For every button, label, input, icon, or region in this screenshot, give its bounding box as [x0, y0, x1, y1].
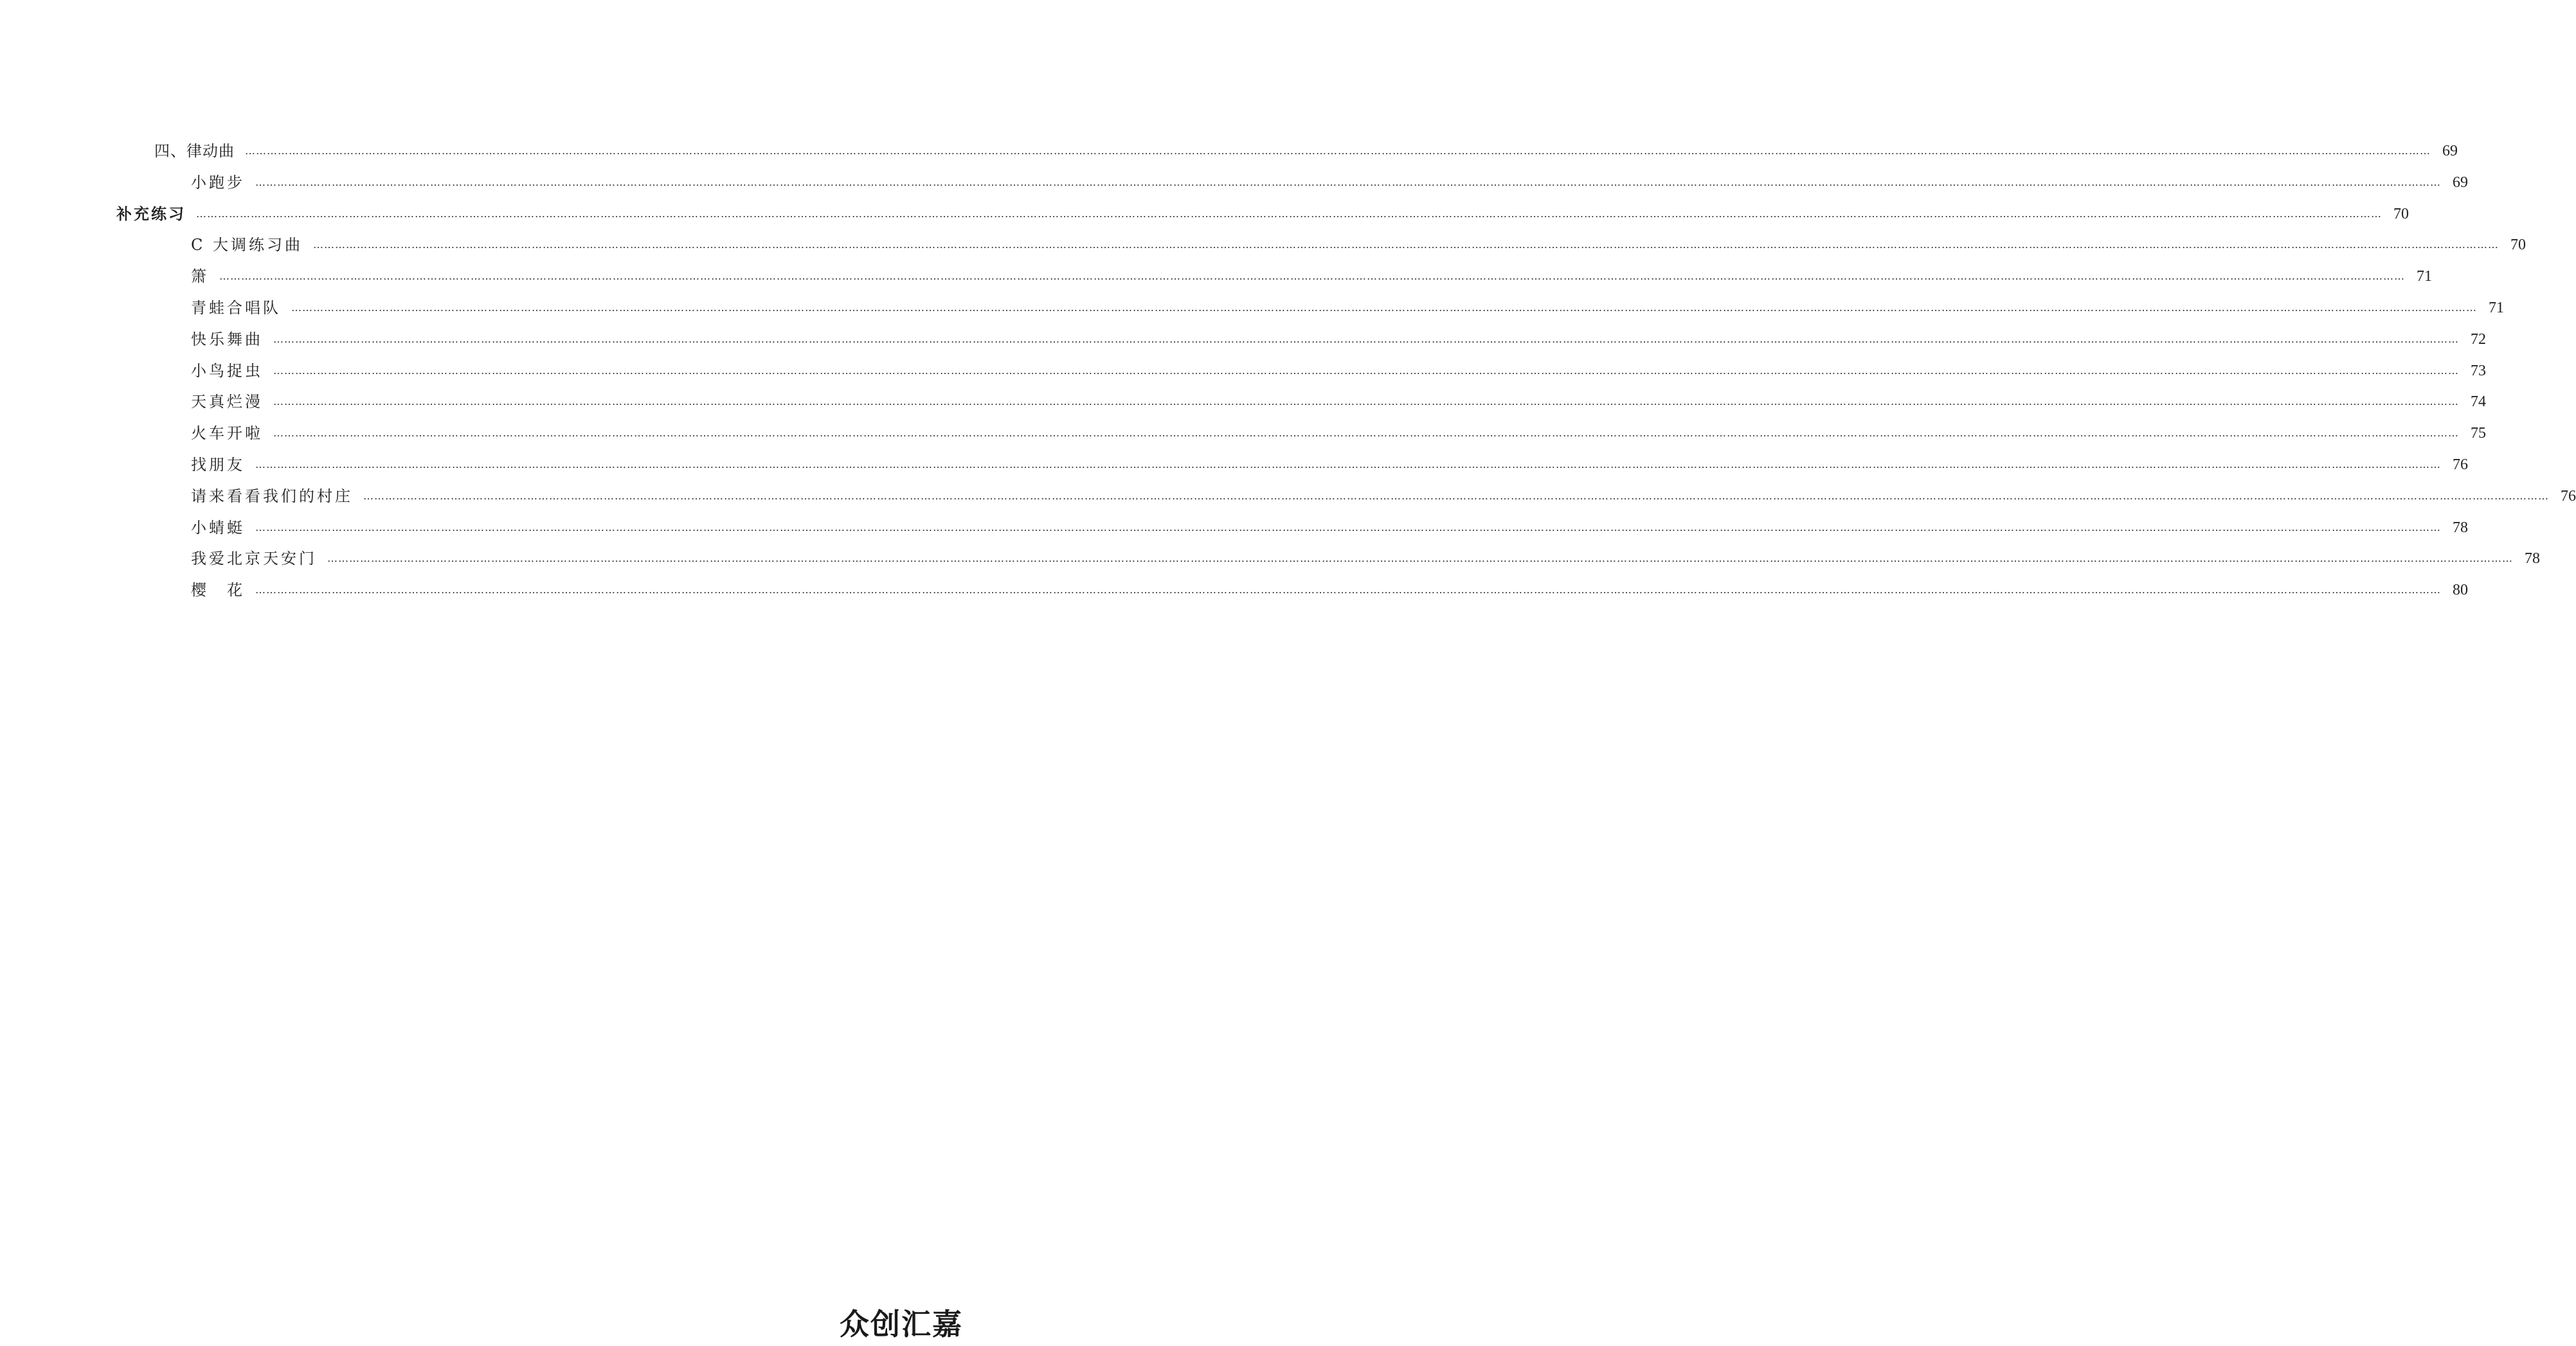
toc-entry-title: C 大调练习曲: [191, 236, 303, 255]
toc-entry-page-number: 71: [2489, 300, 2504, 316]
toc-leader-dots: ……………………………………………………………………………………………………………………………………………………………………………………………………………………………………………………………………………………………………………………………………………………………………………………………………………………………………………………………………………………………………………………………………………………: [291, 301, 2477, 314]
toc-entry-page-number: 69: [2453, 174, 2468, 191]
toc-entry-page-number: 75: [2471, 425, 2486, 442]
toc-leader-dots: ……………………………………………………………………………………………………………………………………………………………………………………………………………………………………………………………………………………………………………………………………………………………………………………………………………………………………………………………………………………………………………………………………………………: [196, 207, 2382, 220]
toc-leader-dots: ……………………………………………………………………………………………………………………………………………………………………………………………………………………………………………………………………………………………………………………………………………………………………………………………………………………………………………………………………………………………………………………………………………………: [219, 270, 2405, 283]
toc-entry-page-number: 78: [2525, 550, 2540, 568]
toc-entry-page-number: 76: [2453, 456, 2468, 473]
toc-entry-page-number: 74: [2471, 393, 2486, 411]
toc-entry[interactable]: [191, 546, 2540, 571]
toc-entry-title: 四、律动曲: [154, 142, 235, 160]
toc-entry-page-number: 69: [2442, 143, 2458, 159]
toc-entry[interactable]: [191, 389, 2486, 415]
toc-entry-title: 补充练习: [116, 204, 186, 223]
toc-leader-dots: ……………………………………………………………………………………………………………………………………………………………………………………………………………………………………………………………………………………………………………………………………………………………………………………………………………………………………………………………………………………………………………………………………………………: [255, 521, 2441, 534]
toc-entry[interactable]: [191, 515, 2468, 541]
toc-leader-dots: ……………………………………………………………………………………………………………………………………………………………………………………………………………………………………………………………………………………………………………………………………………………………………………………………………………………………………………………………………………………………………………………………………………………: [255, 458, 2441, 471]
toc-entry-title: 请来看看我们的村庄: [191, 487, 353, 505]
toc-entry-title: 我爱北京天安门: [191, 550, 317, 568]
toc-leader-dots: ……………………………………………………………………………………………………………………………………………………………………………………………………………………………………………………………………………………………………………………………………………………………………………………………………………………………………………………………………………………………………………………………………………………: [273, 332, 2459, 345]
toc-entry[interactable]: [154, 138, 2458, 164]
toc-entry[interactable]: [116, 201, 2409, 227]
toc-entry-title: 找朋友: [191, 456, 245, 474]
toc-entry[interactable]: [191, 264, 2432, 289]
toc-entry[interactable]: [191, 170, 2468, 195]
toc-entry-page-number: 70: [2510, 237, 2526, 254]
toc-entry[interactable]: [191, 358, 2486, 384]
toc-entry[interactable]: [191, 577, 2468, 603]
toc-entry[interactable]: [191, 420, 2486, 446]
toc-entry-page-number: 76: [2561, 487, 2576, 505]
toc-entry-title: 箫: [191, 267, 209, 286]
toc-entry-page-number: 73: [2471, 362, 2486, 379]
toc-entry-title: 小鸟捉虫: [191, 361, 263, 380]
toc-leader-dots: ……………………………………………………………………………………………………………………………………………………………………………………………………………………………………………………………………………………………………………………………………………………………………………………………………………………………………………………………………………………………………………………………………………………: [273, 395, 2459, 408]
toc-entry[interactable]: [191, 452, 2468, 478]
toc-leader-dots: ……………………………………………………………………………………………………………………………………………………………………………………………………………………………………………………………………………………………………………………………………………………………………………………………………………………………………………………………………………………………………………………………………………………: [363, 489, 2549, 502]
watermark-logo: 众创汇嘉: [840, 1307, 963, 1342]
toc-entry[interactable]: [191, 295, 2504, 321]
toc-entry-title: 天真烂漫: [191, 393, 263, 411]
toc-leader-dots: ……………………………………………………………………………………………………………………………………………………………………………………………………………………………………………………………………………………………………………………………………………………………………………………………………………………………………………………………………………………………………………………………………………………: [273, 364, 2459, 377]
toc-leader-dots: ……………………………………………………………………………………………………………………………………………………………………………………………………………………………………………………………………………………………………………………………………………………………………………………………………………………………………………………………………………………………………………………………………………………: [255, 584, 2441, 597]
toc-leader-dots: ……………………………………………………………………………………………………………………………………………………………………………………………………………………………………………………………………………………………………………………………………………………………………………………………………………………………………………………………………………………………………………………………………………………: [245, 145, 2431, 157]
toc-entry-page-number: 70: [2393, 205, 2409, 222]
toc-entry-title: 青蛙合唱队: [191, 299, 281, 317]
toc-entry-page-number: 78: [2453, 519, 2468, 536]
toc-entry[interactable]: [191, 327, 2486, 352]
toc-entry[interactable]: [191, 483, 2576, 509]
toc-entry-title: 火车开啦: [191, 424, 263, 443]
toc-entry-page-number: 80: [2453, 582, 2468, 599]
toc-entry-title: 小蜻蜓: [191, 518, 245, 537]
toc-leader-dots: ……………………………………………………………………………………………………………………………………………………………………………………………………………………………………………………………………………………………………………………………………………………………………………………………………………………………………………………………………………………………………………………………………………………: [327, 552, 2513, 565]
toc-entry-title: 小跑步: [191, 173, 245, 192]
toc-entry-title: 快乐舞曲: [191, 330, 263, 348]
toc-entry[interactable]: [191, 232, 2526, 258]
toc-entry-page-number: 72: [2471, 330, 2486, 348]
toc-entry-title: 樱 花: [191, 581, 245, 600]
toc-leader-dots: ……………………………………………………………………………………………………………………………………………………………………………………………………………………………………………………………………………………………………………………………………………………………………………………………………………………………………………………………………………………………………………………………………………………: [255, 175, 2441, 188]
toc-leader-dots: ……………………………………………………………………………………………………………………………………………………………………………………………………………………………………………………………………………………………………………………………………………………………………………………………………………………………………………………………………………………………………………………………………………………: [273, 427, 2459, 440]
toc-leader-dots: ……………………………………………………………………………………………………………………………………………………………………………………………………………………………………………………………………………………………………………………………………………………………………………………………………………………………………………………………………………………………………………………………………………………: [313, 238, 2499, 251]
toc-entry-page-number: 71: [2417, 268, 2432, 285]
